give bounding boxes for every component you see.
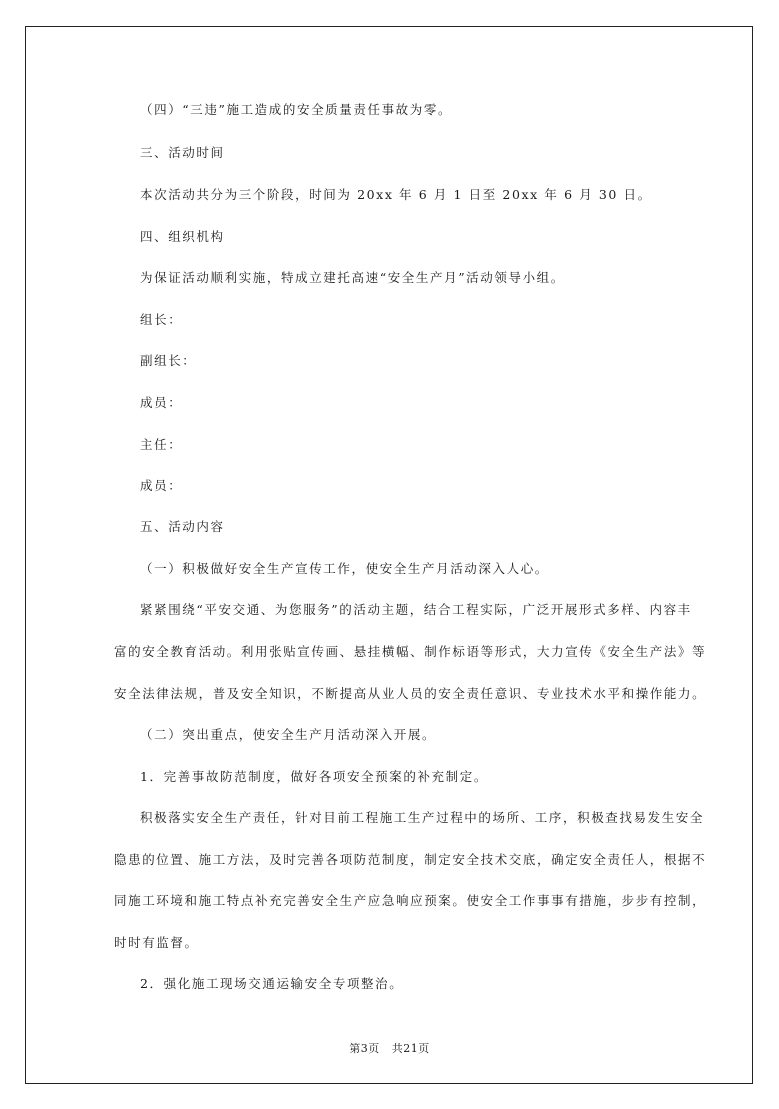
paragraph-line: 安全法律法规，普及安全知识，不断提高从业人员的安全责任意识、专业技术水平和操作能力。 bbox=[114, 686, 707, 701]
paragraph-line: 2．强化施工现场交通运输安全专项整治。 bbox=[140, 976, 404, 991]
field-label: 主任： bbox=[140, 437, 183, 452]
paragraph-line: 本次活动共分为三个阶段，时间为 20xx 年 6 月 1 日至 20xx 年 6 月 30 日。 bbox=[140, 187, 652, 202]
page-number: 第3页 bbox=[349, 1042, 380, 1055]
paragraph-line: 1．完善事故防范制度，做好各项安全预案的补充制定。 bbox=[140, 769, 488, 784]
paragraph-line: 富的安全教育活动。利用张贴宣传画、悬挂横幅、制作标语等形式，大力宣传《安全生产法》等 bbox=[114, 644, 707, 659]
paragraph-line: 积极落实安全生产责任，针对目前工程施工生产过程中的场所、工序，积极查找易发生安全 bbox=[140, 810, 705, 825]
page-border bbox=[25, 26, 753, 1084]
field-label: 组长： bbox=[140, 312, 183, 327]
field-label: 副组长： bbox=[140, 353, 197, 368]
page-total: 共21页 bbox=[391, 1042, 430, 1055]
section-heading: 三、活动时间 bbox=[140, 145, 225, 160]
section-heading: 五、活动内容 bbox=[140, 519, 225, 534]
field-label: 成员： bbox=[140, 478, 183, 493]
paragraph-line: 隐患的位置、施工方法，及时完善各项防范制度，制定安全技术交底，确定安全责任人，根据不 bbox=[114, 852, 707, 867]
paragraph-line: 为保证活动顺利实施，特成立建托高速“安全生产月”活动领导小组。 bbox=[140, 270, 565, 285]
paragraph-line: 时时有监督。 bbox=[114, 935, 199, 950]
field-label: 成员： bbox=[140, 395, 183, 410]
paragraph-line: 紧紧围绕“平安交通、为您服务”的活动主题，结合工程实际，广泛开展形式多样、内容丰 bbox=[140, 602, 692, 617]
section-heading: 四、组织机构 bbox=[140, 229, 225, 244]
paragraph-line: 同施工环境和施工特点补充完善安全生产应急响应预案。使安全工作事事有措施，步步有控制， bbox=[114, 893, 707, 908]
page-footer bbox=[0, 1040, 779, 1056]
paragraph-line: （一）积极做好安全生产宣传工作，使安全生产月活动深入人心。 bbox=[140, 561, 549, 576]
paragraph-line: （四）“三违”施工造成的安全质量责任事故为零。 bbox=[140, 102, 453, 117]
paragraph-line: （二）突出重点，使安全生产月活动深入开展。 bbox=[140, 727, 437, 742]
